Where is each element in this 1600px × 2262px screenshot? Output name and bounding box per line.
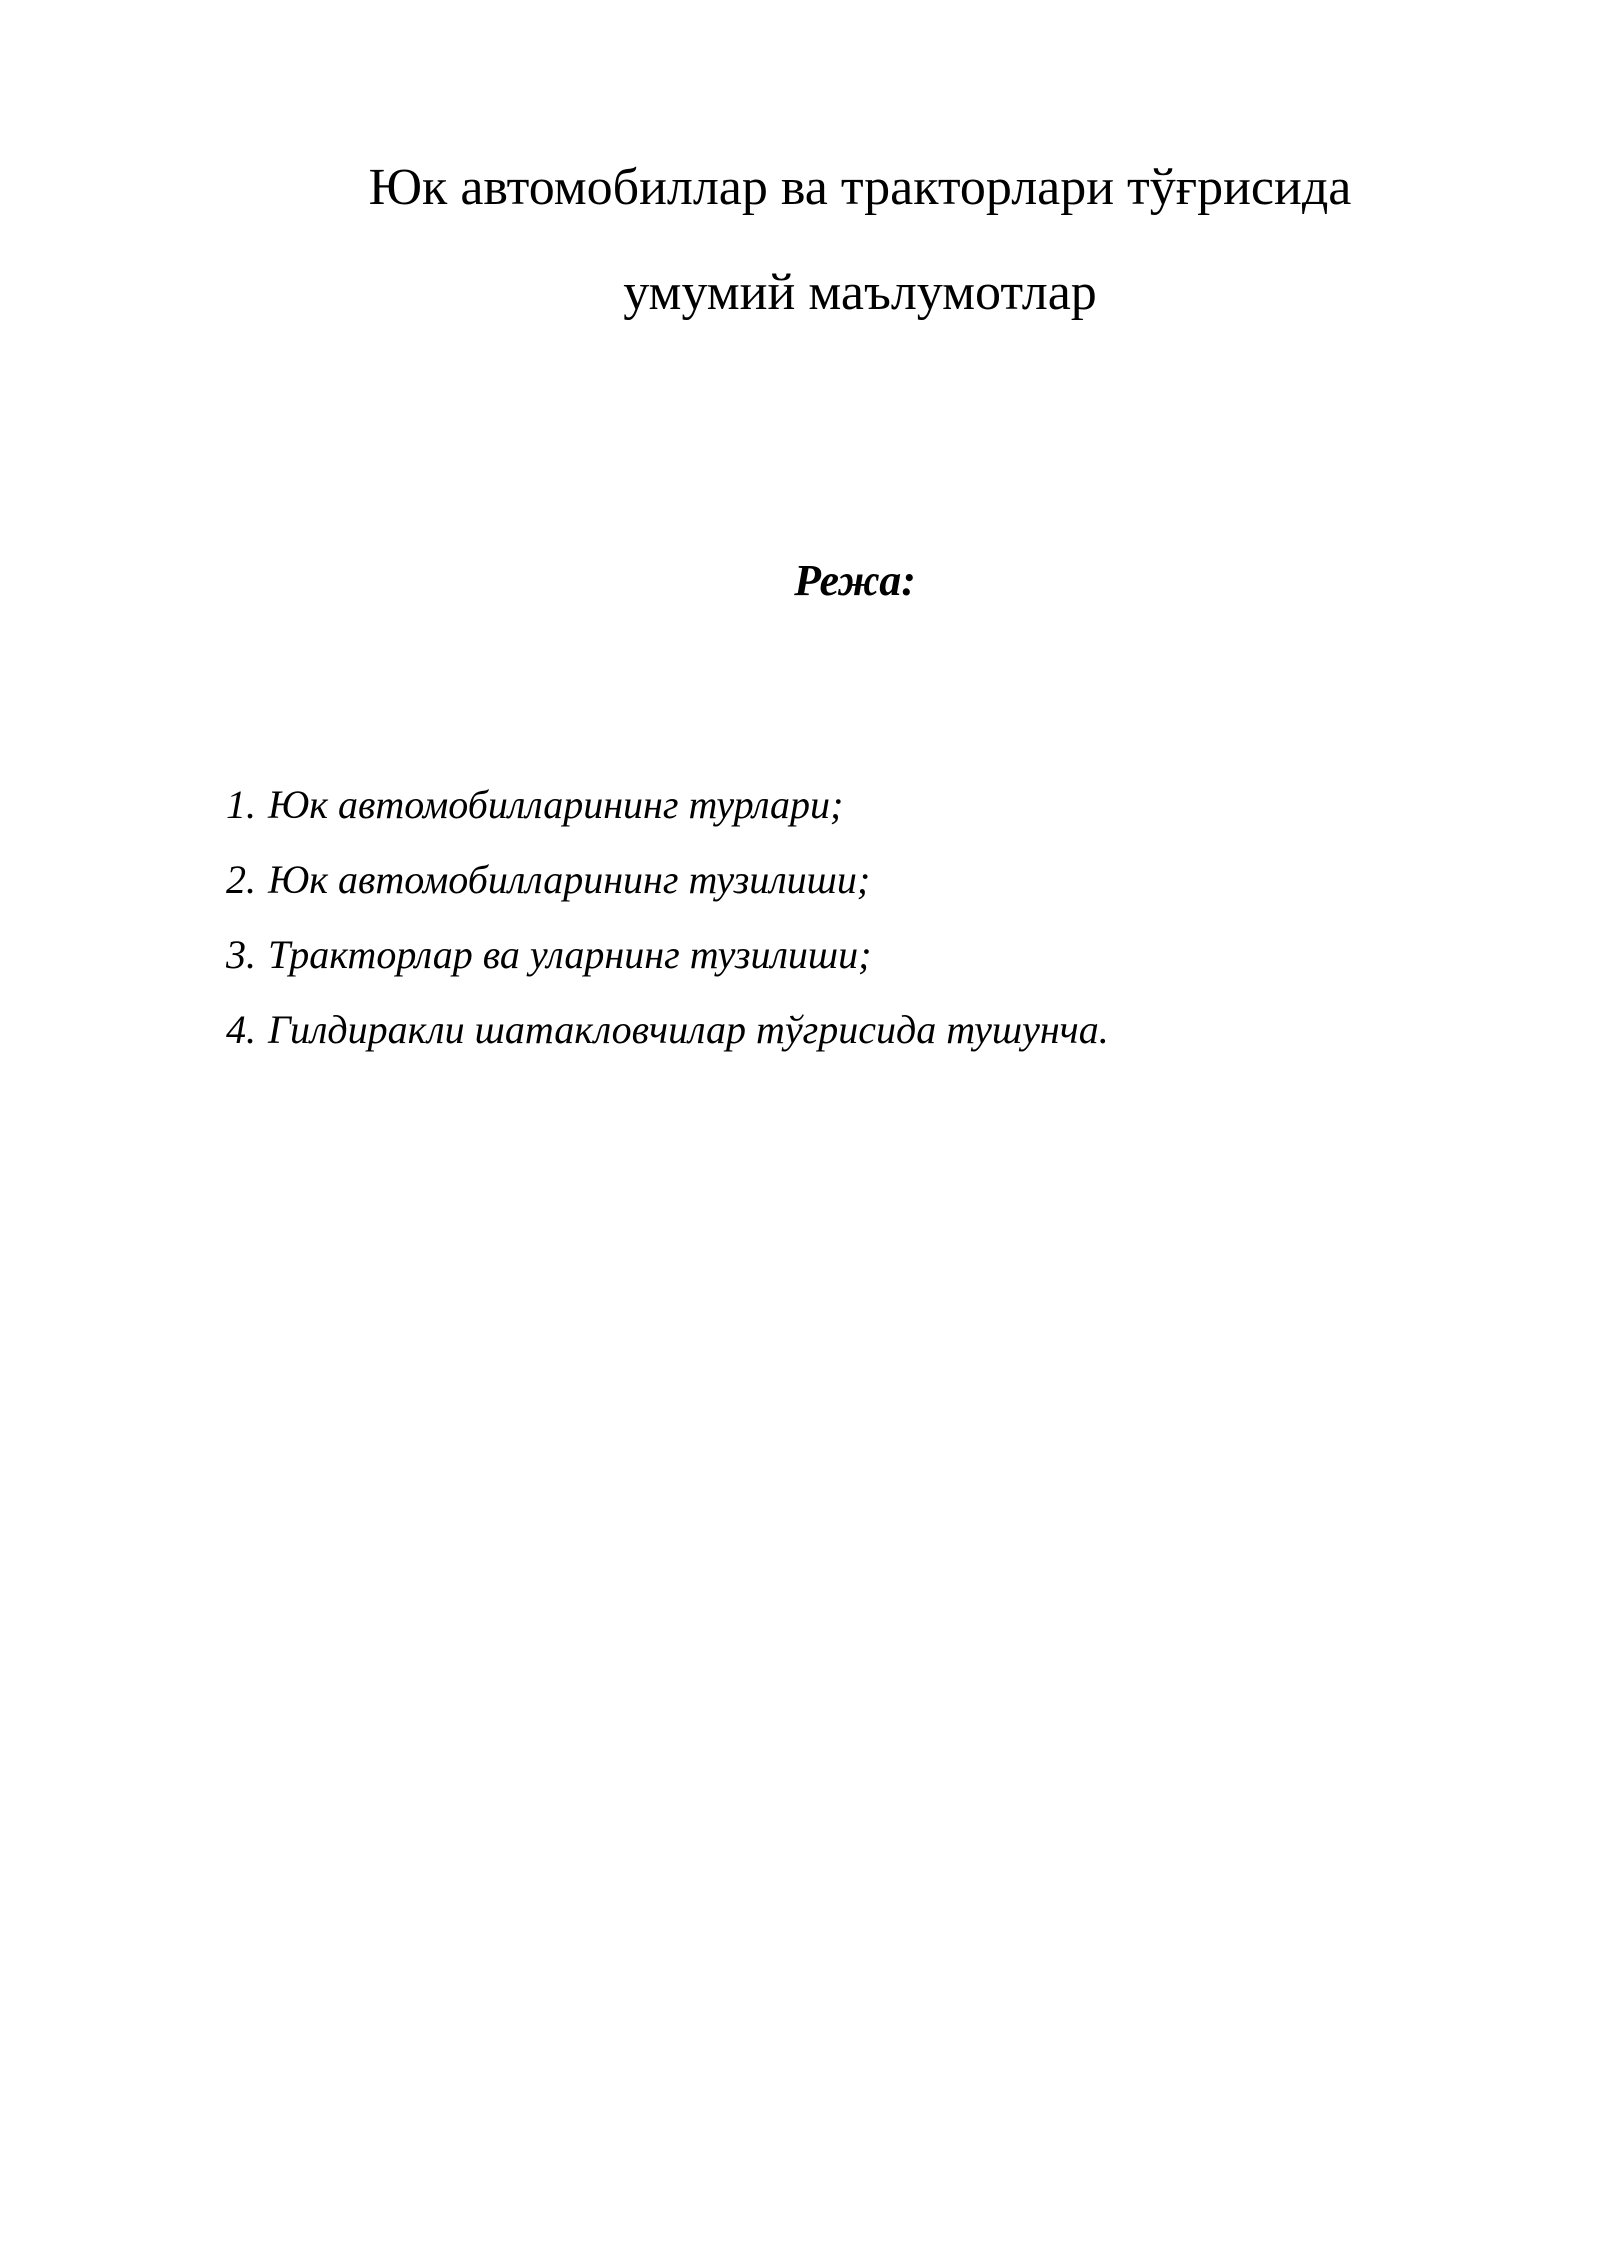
plan-item-4 <box>226 1007 1109 1085</box>
plan-item-text: Юк автомобилларининг турлари; <box>268 782 844 827</box>
plan-item-1 <box>226 782 1109 860</box>
plan-item-text: Юк автомобилларининг тузилиши; <box>268 857 871 902</box>
document-title-line-2: умумий маълумотлар <box>623 264 1097 321</box>
plan-list <box>226 782 1109 1085</box>
plan-item-text: Гилдиракли шатакловчилар тўгрисида тушунча. <box>268 1007 1109 1052</box>
plan-item-3 <box>226 932 1109 1010</box>
plan-item-2 <box>226 857 1109 935</box>
document-title-line-1: Юк автомобиллар ва тракторлари тўғрисида <box>368 159 1352 216</box>
plan-item-number: 4. <box>226 1007 256 1052</box>
plan-item-number: 1. <box>226 782 256 827</box>
plan-item-text: Тракторлар ва уларнинг тузилиши; <box>268 932 872 977</box>
plan-heading: Режа: <box>794 556 916 605</box>
plan-item-number: 2. <box>226 857 256 902</box>
plan-item-number: 3. <box>226 932 256 977</box>
